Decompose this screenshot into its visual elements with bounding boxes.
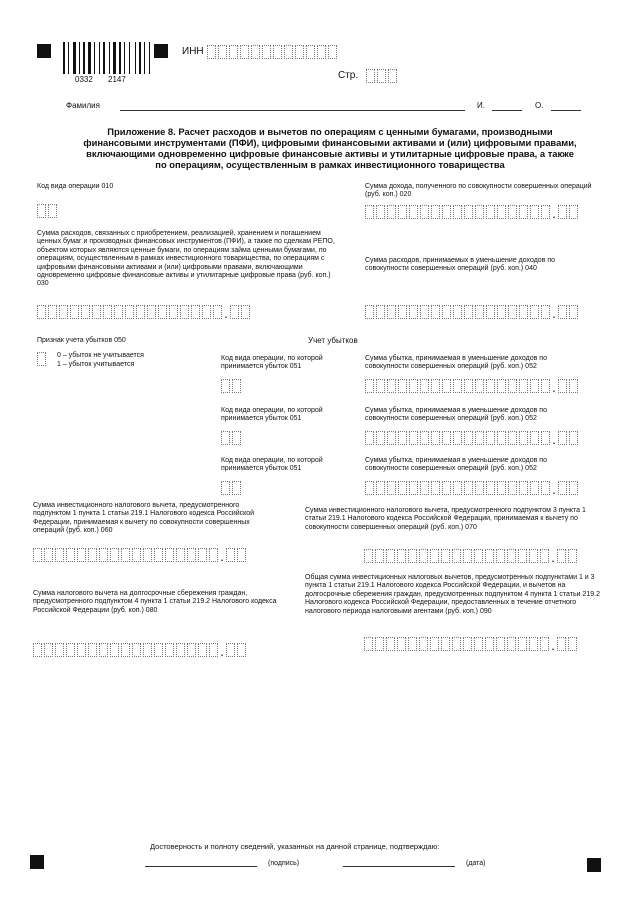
label-040: Сумма расходов, принимаемых в уменьшение доходов по совокупности совершенных операций (руб. коп.) 040 [365, 257, 556, 273]
input-cell[interactable] [37, 305, 46, 319]
input-cell[interactable] [187, 643, 196, 657]
input-cell[interactable] [207, 45, 216, 59]
initial-o-label: О. [535, 101, 544, 110]
input-cell[interactable] [230, 305, 239, 319]
barcode-number-2: 2147 [108, 75, 126, 84]
input-cell[interactable] [209, 643, 218, 657]
input-cell[interactable] [508, 205, 517, 219]
label-070: Сумма инвестиционного налогового вычета, предусмотренного подпунктом 3 пункта 1 статьи 219.1 Налогового кодекса Российской Федерации, принимаемая к вычету по совокупности совершенных операций (руб. коп.) 070 [305, 507, 586, 531]
input-cell[interactable] [541, 431, 550, 445]
decimal-point: . [552, 310, 556, 320]
cells-040[interactable] [365, 305, 578, 319]
input-cell[interactable] [519, 431, 528, 445]
barcode [63, 42, 151, 74]
input-cell[interactable] [232, 431, 241, 445]
cells-080[interactable] [33, 643, 246, 657]
corner-marker-top-left [37, 44, 51, 58]
input-cell[interactable] [497, 379, 506, 393]
signature-line[interactable] [145, 866, 257, 867]
input-cell[interactable] [408, 549, 417, 563]
input-cell[interactable] [475, 431, 484, 445]
input-cell[interactable] [221, 431, 230, 445]
label-060: Сумма инвестиционного налогового вычета, предусмотренного подпунктом 1 пункта 1 статьи 219.1 Налогового кодекса Российской Федерации, принимаемая к вычету по совокупности совершенных операций (руб. коп.) 060 [33, 502, 255, 535]
input-cell[interactable] [364, 549, 373, 563]
input-cell[interactable] [442, 431, 451, 445]
input-cell[interactable] [136, 305, 145, 319]
input-cell[interactable] [453, 379, 462, 393]
input-cell[interactable] [463, 637, 472, 651]
input-cell[interactable] [541, 205, 550, 219]
input-cell[interactable] [376, 379, 385, 393]
input-cell[interactable] [569, 205, 578, 219]
input-cell[interactable] [386, 549, 395, 563]
input-cell[interactable] [558, 481, 567, 495]
initial-i-label: И. [477, 101, 485, 110]
input-cell[interactable] [486, 305, 495, 319]
input-cell[interactable] [497, 205, 506, 219]
decimal-point: . [224, 310, 228, 320]
input-cell[interactable] [241, 305, 250, 319]
cells-020[interactable] [365, 205, 578, 219]
input-cell[interactable] [519, 481, 528, 495]
date-label: (дата) [466, 860, 486, 867]
input-cell[interactable] [66, 643, 75, 657]
input-cell[interactable] [508, 305, 517, 319]
input-cell[interactable] [110, 643, 119, 657]
input-cell[interactable] [143, 643, 152, 657]
input-cell[interactable] [387, 205, 396, 219]
cells-052-c[interactable] [365, 481, 578, 495]
input-cell[interactable] [154, 643, 163, 657]
input-cell[interactable] [409, 481, 418, 495]
input-cell[interactable] [37, 204, 46, 218]
input-cell[interactable] [251, 45, 260, 59]
barcode-number-1: 0332 [75, 75, 93, 84]
input-cell[interactable] [221, 481, 230, 495]
input-cell[interactable] [420, 481, 429, 495]
input-cell[interactable] [558, 431, 567, 445]
input-cell[interactable] [103, 305, 112, 319]
input-cell[interactable] [377, 69, 386, 83]
input-cell[interactable] [295, 45, 304, 59]
input-cell[interactable] [99, 643, 108, 657]
loss-header: Учет убытков [308, 336, 358, 345]
input-cell[interactable] [530, 205, 539, 219]
input-cell[interactable] [165, 643, 174, 657]
input-cell[interactable] [558, 205, 567, 219]
input-cell[interactable] [398, 205, 407, 219]
input-cell[interactable] [317, 45, 326, 59]
input-cell[interactable] [125, 305, 134, 319]
input-cell[interactable] [284, 45, 293, 59]
input-cell[interactable] [229, 45, 238, 59]
decimal-point: . [551, 554, 555, 564]
input-cell[interactable] [66, 548, 75, 562]
input-cell[interactable] [408, 637, 417, 651]
input-cell[interactable] [431, 481, 440, 495]
label-052-c: Сумма убытка, принимаемая в уменьшение доходов по совокупности совершенных операций (руб. коп.) 052 [365, 457, 547, 473]
input-cell[interactable] [541, 305, 550, 319]
input-cell[interactable] [306, 45, 315, 59]
input-cell[interactable] [365, 481, 374, 495]
input-cell[interactable] [77, 548, 86, 562]
input-cell[interactable] [386, 637, 395, 651]
input-cell[interactable] [464, 305, 473, 319]
input-cell[interactable] [485, 549, 494, 563]
input-cell[interactable] [464, 379, 473, 393]
cells-051-c[interactable] [221, 481, 241, 495]
input-cell[interactable] [541, 481, 550, 495]
input-cell[interactable] [419, 549, 428, 563]
input-cell[interactable] [387, 481, 396, 495]
input-cell[interactable] [176, 643, 185, 657]
input-cell[interactable] [557, 637, 566, 651]
corner-marker-bottom-left [30, 855, 44, 869]
label-030: Сумма расходов, связанных с приобретением, реализацией, хранением и погашением ценных бумаг и производных финансовых инструментов (ПФИ), а также по сделкам РЕПО, объектом которых являются ценные бумаги, по операциям займа ценными бумагами, по операциям, осуществленным в рамках инвестиционного товарищества, по операциям с цифровыми финансовыми активами и (или) цифровыми правами, включающими одновременно цифровые финансовые активы и утилитарные цифровые права (руб. коп.) 030 [37, 230, 335, 288]
input-cell[interactable] [176, 548, 185, 562]
cells-030[interactable] [37, 305, 250, 319]
input-cell[interactable] [530, 379, 539, 393]
input-cell[interactable] [420, 205, 429, 219]
input-cell[interactable] [420, 431, 429, 445]
input-cell[interactable] [44, 643, 53, 657]
input-cell[interactable] [397, 549, 406, 563]
input-cell[interactable] [376, 205, 385, 219]
input-cell[interactable] [558, 305, 567, 319]
input-cell[interactable] [569, 379, 578, 393]
input-cell[interactable] [441, 637, 450, 651]
input-cell[interactable] [48, 305, 57, 319]
decimal-point: . [552, 210, 556, 220]
label-010: Код вида операции 010 [37, 183, 114, 190]
input-cell[interactable] [387, 305, 396, 319]
input-cell[interactable] [431, 305, 440, 319]
input-cell[interactable] [568, 637, 577, 651]
initial-o-field[interactable] [551, 110, 581, 111]
label-050: Признак учета убытков 050 [37, 337, 126, 344]
surname-field[interactable] [120, 110, 465, 111]
input-cell[interactable] [88, 643, 97, 657]
input-cell[interactable] [530, 431, 539, 445]
decimal-point: . [551, 642, 555, 652]
input-cell[interactable] [508, 379, 517, 393]
input-cell[interactable] [474, 549, 483, 563]
input-cell[interactable] [431, 431, 440, 445]
input-cell[interactable] [486, 431, 495, 445]
input-cell[interactable] [262, 45, 271, 59]
input-cell[interactable] [568, 549, 577, 563]
cells-090[interactable] [364, 637, 577, 651]
input-cell[interactable] [33, 548, 42, 562]
input-cell[interactable] [37, 352, 46, 366]
input-cell[interactable] [442, 305, 451, 319]
input-cell[interactable] [519, 205, 528, 219]
input-cell[interactable] [497, 481, 506, 495]
input-cell[interactable] [508, 431, 517, 445]
input-cell[interactable] [154, 548, 163, 562]
input-cell[interactable] [147, 305, 156, 319]
option-1: 1 – убыток учитывается [57, 361, 135, 368]
input-cell[interactable] [541, 379, 550, 393]
input-cell[interactable] [430, 637, 439, 651]
input-cell[interactable] [70, 305, 79, 319]
label-080: Сумма налогового вычета на долгосрочные сбережения граждан, предусмотренного подпунктом 4 пункта 1 статьи 219.2 Налогового кодекса Российской Федерации (руб. коп.) 080 [33, 590, 277, 614]
input-cell[interactable] [143, 548, 152, 562]
cells-052-a[interactable] [365, 379, 578, 393]
input-cell[interactable] [475, 379, 484, 393]
input-cell[interactable] [464, 481, 473, 495]
inn-cells[interactable] [207, 45, 337, 59]
signature-label: (подпись) [268, 860, 300, 867]
input-cell[interactable] [376, 305, 385, 319]
input-cell[interactable] [409, 431, 418, 445]
input-cell[interactable] [376, 481, 385, 495]
input-cell[interactable] [452, 637, 461, 651]
input-cell[interactable] [55, 643, 64, 657]
cells-051-b[interactable] [221, 431, 241, 445]
page-cells[interactable] [366, 69, 397, 83]
corner-marker-bottom-right [587, 858, 601, 872]
input-cell[interactable] [529, 637, 538, 651]
input-cell[interactable] [518, 549, 527, 563]
initial-i-field[interactable] [492, 110, 522, 111]
input-cell[interactable] [202, 305, 211, 319]
input-cell[interactable] [398, 431, 407, 445]
input-cell[interactable] [376, 431, 385, 445]
label-051-b: Код вида операции, по которой принимается убыток 051 [221, 407, 323, 423]
input-cell[interactable] [420, 305, 429, 319]
label-052-b: Сумма убытка, принимаемая в уменьшение доходов по совокупности совершенных операций (руб. коп.) 052 [365, 407, 547, 423]
input-cell[interactable] [328, 45, 337, 59]
input-cell[interactable] [397, 637, 406, 651]
input-cell[interactable] [530, 481, 539, 495]
input-cell[interactable] [365, 379, 374, 393]
decimal-point: . [552, 384, 556, 394]
input-cell[interactable] [398, 379, 407, 393]
input-cell[interactable] [431, 205, 440, 219]
cells-070[interactable] [364, 549, 577, 563]
input-cell[interactable] [121, 643, 130, 657]
input-cell[interactable] [569, 481, 578, 495]
input-cell[interactable] [518, 637, 527, 651]
input-cell[interactable] [187, 548, 196, 562]
input-cell[interactable] [99, 548, 108, 562]
input-cell[interactable] [121, 548, 130, 562]
input-cell[interactable] [209, 548, 218, 562]
input-cell[interactable] [237, 643, 246, 657]
label-051-c: Код вида операции, по которой принимается убыток 051 [221, 457, 323, 473]
input-cell[interactable] [441, 549, 450, 563]
page-label: Стр. [338, 70, 359, 81]
input-cell[interactable] [365, 205, 374, 219]
decimal-point: . [552, 436, 556, 446]
input-cell[interactable] [218, 45, 227, 59]
input-cell[interactable] [558, 379, 567, 393]
input-cell[interactable] [273, 45, 282, 59]
input-cell[interactable] [569, 431, 578, 445]
cells-051-a[interactable] [221, 379, 241, 393]
input-cell[interactable] [430, 549, 439, 563]
input-cell[interactable] [226, 643, 235, 657]
input-cell[interactable] [77, 643, 86, 657]
cells-010[interactable] [37, 204, 57, 218]
input-cell[interactable] [366, 69, 375, 83]
input-cell[interactable] [59, 305, 68, 319]
input-cell[interactable] [453, 305, 462, 319]
input-cell[interactable] [431, 379, 440, 393]
input-cell[interactable] [519, 305, 528, 319]
input-cell[interactable] [398, 305, 407, 319]
input-cell[interactable] [110, 548, 119, 562]
label-052-a: Сумма убытка, принимаемая в уменьшение доходов по совокупности совершенных операций (руб. коп.) 052 [365, 355, 547, 371]
input-cell[interactable] [198, 643, 207, 657]
input-cell[interactable] [132, 548, 141, 562]
input-cell[interactable] [486, 205, 495, 219]
input-cell[interactable] [496, 549, 505, 563]
cells-050[interactable] [37, 352, 46, 366]
input-cell[interactable] [387, 431, 396, 445]
input-cell[interactable] [81, 305, 90, 319]
input-cell[interactable] [453, 205, 462, 219]
surname-label: Фамилия [66, 101, 100, 110]
input-cell[interactable] [463, 549, 472, 563]
input-cell[interactable] [375, 549, 384, 563]
input-cell[interactable] [453, 481, 462, 495]
label-090: Общая сумма инвестиционных налоговых вычетов, предусмотренных подпунктами 1 и 3 пункта 1 статьи 219.1 Налогового кодекса Российской Федерации, и вычетов на долгосрочные сбережения граждан, предусмотренных подпунктом 4 пункта 1 статьи 219.2 Налогового кодекса Российской Федерации, предоставленных в течение отчетного налогового периода налоговыми агентами (руб. коп.) 090 [305, 574, 600, 615]
decimal-point: . [220, 553, 224, 563]
input-cell[interactable] [453, 431, 462, 445]
input-cell[interactable] [409, 379, 418, 393]
input-cell[interactable] [226, 548, 235, 562]
input-cell[interactable] [442, 379, 451, 393]
input-cell[interactable] [474, 637, 483, 651]
corner-marker-top-mid [154, 44, 168, 58]
input-cell[interactable] [486, 379, 495, 393]
input-cell[interactable] [165, 548, 174, 562]
confirm-text: Достоверность и полноту сведений, указанных на данной странице, подтверждаю: [150, 842, 440, 851]
input-cell[interactable] [519, 379, 528, 393]
input-cell[interactable] [420, 379, 429, 393]
input-cell[interactable] [529, 549, 538, 563]
input-cell[interactable] [232, 379, 241, 393]
input-cell[interactable] [232, 481, 241, 495]
input-cell[interactable] [180, 305, 189, 319]
label-051-a: Код вида операции, по которой принимается убыток 051 [221, 355, 323, 371]
input-cell[interactable] [452, 549, 461, 563]
input-cell[interactable] [557, 549, 566, 563]
input-cell[interactable] [497, 305, 506, 319]
input-cell[interactable] [92, 305, 101, 319]
label-020: Сумма дохода, полученного по совокупности совершенных операций (руб. коп.) 020 [365, 183, 592, 199]
date-line[interactable] [343, 866, 455, 867]
input-cell[interactable] [365, 305, 374, 319]
input-cell[interactable] [365, 431, 374, 445]
input-cell[interactable] [485, 637, 494, 651]
input-cell[interactable] [540, 637, 549, 651]
input-cell[interactable] [497, 431, 506, 445]
input-cell[interactable] [464, 205, 473, 219]
input-cell[interactable] [221, 379, 230, 393]
input-cell[interactable] [169, 305, 178, 319]
input-cell[interactable] [33, 643, 42, 657]
input-cell[interactable] [507, 637, 516, 651]
input-cell[interactable] [507, 549, 516, 563]
input-cell[interactable] [409, 205, 418, 219]
cells-052-b[interactable] [365, 431, 578, 445]
input-cell[interactable] [464, 431, 473, 445]
decimal-point: . [552, 486, 556, 496]
input-cell[interactable] [48, 204, 57, 218]
input-cell[interactable] [44, 548, 53, 562]
input-cell[interactable] [442, 205, 451, 219]
input-cell[interactable] [114, 305, 123, 319]
input-cell[interactable] [530, 305, 539, 319]
decimal-point: . [220, 648, 224, 658]
input-cell[interactable] [475, 205, 484, 219]
input-cell[interactable] [442, 481, 451, 495]
input-cell[interactable] [409, 305, 418, 319]
input-cell[interactable] [364, 637, 373, 651]
input-cell[interactable] [198, 548, 207, 562]
input-cell[interactable] [388, 69, 397, 83]
input-cell[interactable] [387, 379, 396, 393]
input-cell[interactable] [375, 637, 384, 651]
inn-label: ИНН [182, 46, 204, 57]
input-cell[interactable] [55, 548, 64, 562]
input-cell[interactable] [158, 305, 167, 319]
input-cell[interactable] [237, 548, 246, 562]
option-0: 0 – убыток не учитывается [57, 352, 144, 359]
input-cell[interactable] [419, 637, 428, 651]
input-cell[interactable] [496, 637, 505, 651]
input-cell[interactable] [191, 305, 200, 319]
input-cell[interactable] [213, 305, 222, 319]
input-cell[interactable] [475, 481, 484, 495]
input-cell[interactable] [569, 305, 578, 319]
input-cell[interactable] [132, 643, 141, 657]
input-cell[interactable] [508, 481, 517, 495]
input-cell[interactable] [398, 481, 407, 495]
input-cell[interactable] [486, 481, 495, 495]
input-cell[interactable] [240, 45, 249, 59]
cells-060[interactable] [33, 548, 246, 562]
input-cell[interactable] [475, 305, 484, 319]
input-cell[interactable] [88, 548, 97, 562]
input-cell[interactable] [540, 549, 549, 563]
page-title: Приложение 8. Расчет расходов и вычетов по операциям с ценными бумагами, производными финансовыми инструментами (ПФИ), цифровыми финансовыми активами и (или) цифровыми правами, включающими одновременно цифровые финансовые активы и утилитарные цифровые права, а также по операциям, осуществленным в рамках инвестиционного товарищества [83, 126, 577, 170]
